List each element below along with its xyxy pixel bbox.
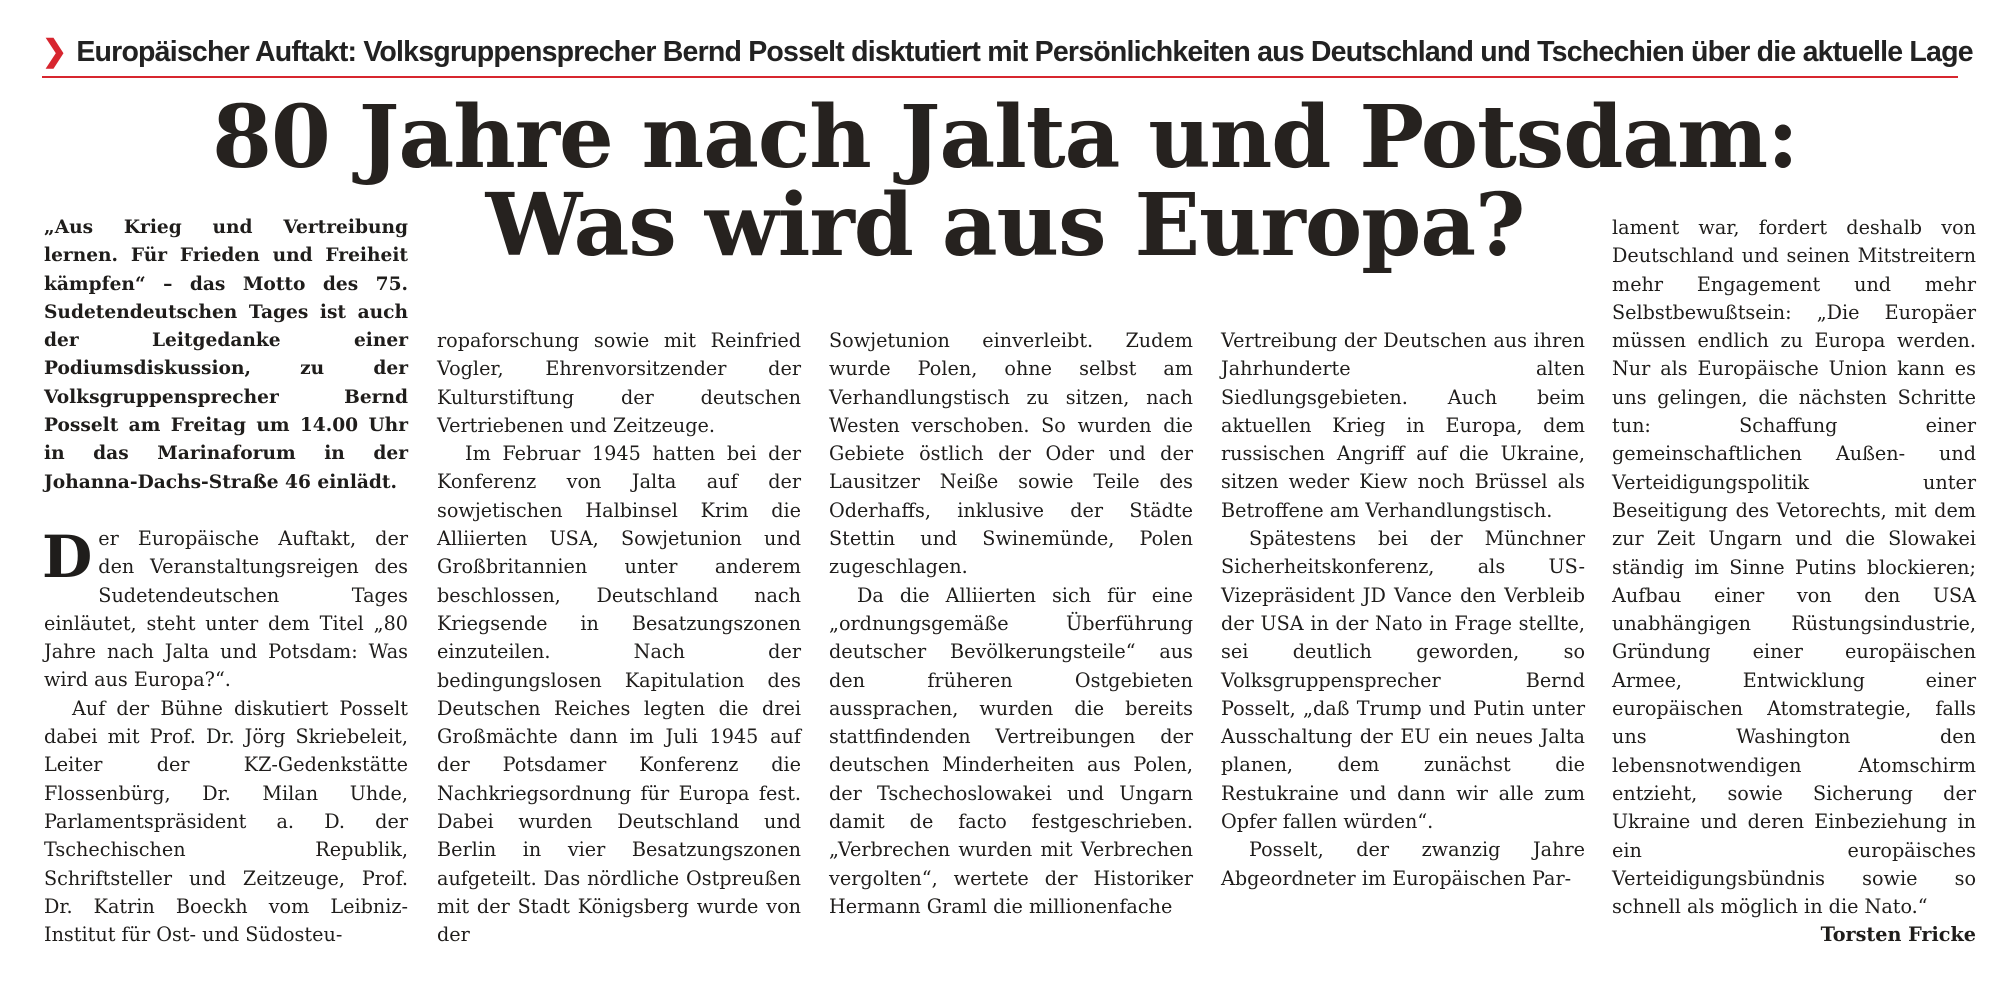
column-4-paragraph-1: Vertreibung der Deutschen aus ihren Jahrhunderte alten Siedlungsgebieten. Auch beim aktuellen Krieg in Europa, dem russischen Angriff auf die Ukraine, sitzen weder Kiew noch Brüssel als Betroffene am Verhandlungstisch.: [1221, 329, 1585, 522]
column-2-paragraph-1: ropaforschung sowie mit Reinfried Vogler, Ehrenvorsitzender der Kulturstiftung der deutschen Vertriebenen und Zeitzeuge.: [437, 329, 801, 437]
lead-paragraph: „Aus Krieg und Vertreibung lernen. Für Frieden und Freiheit kämpfen“ – das Motto des 75. Sudetendeutschen Tages ist auch der Leitgedanke einer Podiumsdiskussion, zu der Volksgruppensprecher Bernd Posselt am Freitag um 14.00 Uhr in das Marinaforum in der Johanna-Dachs-Straße 46 einlädt.: [44, 217, 408, 493]
column-3-paragraph-1: Sowjetunion einverleibt. Zudem wurde Polen, ohne selbst am Verhandlungstisch zu sitzen, nach Westen verschoben. So wurden die Gebiete östlich der Oder und der Lausitzer Neiße sowie Teile des Oderhaffs, inklusive der Städte Stettin und Swinemünde, Polen zugeschlagen.: [829, 329, 1193, 579]
drop-cap: D: [42, 523, 93, 591]
column-1-paragraph-1-text: er Europäische Auftakt, der den Veranstaltungsreigen des Sudetendeutschen Tages einläutet, steht unter dem Titel „80 Jahre nach Jalta und Potsdam: Was wird aus Europa?“.: [44, 527, 408, 692]
author-byline: Torsten Fricke: [1820, 923, 1976, 947]
article-column-4: [1221, 327, 1585, 893]
column-5-paragraph-1: [1612, 214, 1976, 947]
kicker-divider: [42, 76, 1958, 78]
article-column-3: [829, 327, 1193, 921]
article-column-1: [44, 525, 408, 949]
column-3-paragraph-2: Da die Alliierten sich für eine „ordnungsgemäße Überführung deutscher Bevölkerungsteile“ aus den früheren Ostgebieten aussprachen, wurden die bereits stattfindenden Vertreibungen der deutschen Minderheiten aus Polen, der Tschechoslowakei und Ungarn damit de facto festgeschrieben. „Verbrechen wurden mit Verbrechen vergolten“, wertete der Historiker Hermann Graml die millionenfache: [829, 583, 1193, 918]
chevron-right-icon: ❯: [42, 35, 67, 68]
article-column-5: [1612, 214, 1976, 950]
kicker-line: [42, 30, 1973, 74]
column-4-paragraph-2: Spätestens bei der Münchner Sicherheitskonferenz, als US-Vizepräsident JD Vance den Verbleib der USA in der Nato in Frage stellte, sei deutlich geworden, so Volksgruppensprecher Bernd Posselt, „daß Trump und Putin unter Ausschaltung der EU ein neues Jalta planen, dem zunächst die Restukraine und dann wir alle zum Opfer fallen würden“.: [1221, 527, 1585, 834]
headline-line-2: Was wird aus Europa?: [485, 175, 1525, 276]
column-1-paragraph-2: Auf der Bühne diskutiert Posselt dabei mit Prof. Dr. Jörg Skriebeleit, Leiter der KZ-Gedenkstätte Flossenbürg, Dr. Milan Uhde, Parlamentspräsident a. D. der Tschechischen Republik, Schriftsteller und Zeitzeuge, Prof. Dr. Katrin Boeckh vom Leibniz-Institut für Ost- und Südosteu-: [44, 696, 408, 947]
article-column-2: [437, 327, 801, 950]
column-1-paragraph-1: [44, 525, 408, 695]
article-headline: [160, 87, 1850, 276]
headline-line-1: 80 Jahre nach Jalta und Potsdam:: [212, 87, 1798, 188]
column-5-paragraph-1-text: lament war, fordert deshalb von Deutschland und seinen Mitstreitern mehr Engagement und mehr Selbstbewußtsein: „Die Europäer müssen endlich zu Europa werden. Nur als Europäische Union kann es uns gelingen, die nächsten Schritte tun: Schaffung einer gemeinschaftlichen Außen- und Verteidigungspolitik unter Beseitigung des Vetorechts, mit dem zur Zeit Ungarn und die Slowakei ständig im Sinne Putins blockieren; Aufbau einer von den USA unabhängigen Rüstungsindustrie, Gründung einer europäischen Armee, Entwicklung einer europäischen Atomstrategie, falls uns Washington den lebensnotwendigen Atomschirm entzieht, sowie Sicherung der Ukraine und deren Einbeziehung in ein europäisches Verteidigungsbündnis sowie so schnell als möglich in die Nato.“: [1612, 216, 1976, 919]
column-2-paragraph-2: Im Februar 1945 hatten bei der Konferenz von Jalta auf der sowjetischen Halbinsel Krim die Alliierten USA, Sowjetunion und Großbritannien unter anderem beschlossen, Deutschland nach Kriegsende in Besatzungszonen einzuteilen. Nach der bedingungslosen Kapitulation des Deutschen Reiches legten die drei Großmächte dann im Juli 1945 auf der Potsdamer Konferenz die Nachkriegsordnung für Europa fest. Dabei wurden Deutschland und Berlin in vier Besatzungszonen aufgeteilt. Das nördliche Ostpreußen mit der Stadt Königsberg wurde von der: [437, 442, 801, 947]
column-4-paragraph-3: Posselt, der zwanzig Jahre Abgeordneter im Europäischen Par-: [1221, 838, 1585, 890]
kicker-text: Europäischer Auftakt: Volksgruppensprecher Bernd Posselt disktutiert mit Persönlichkeiten aus Deutschland und Tschechien über die aktuelle Lage: [76, 36, 1973, 68]
